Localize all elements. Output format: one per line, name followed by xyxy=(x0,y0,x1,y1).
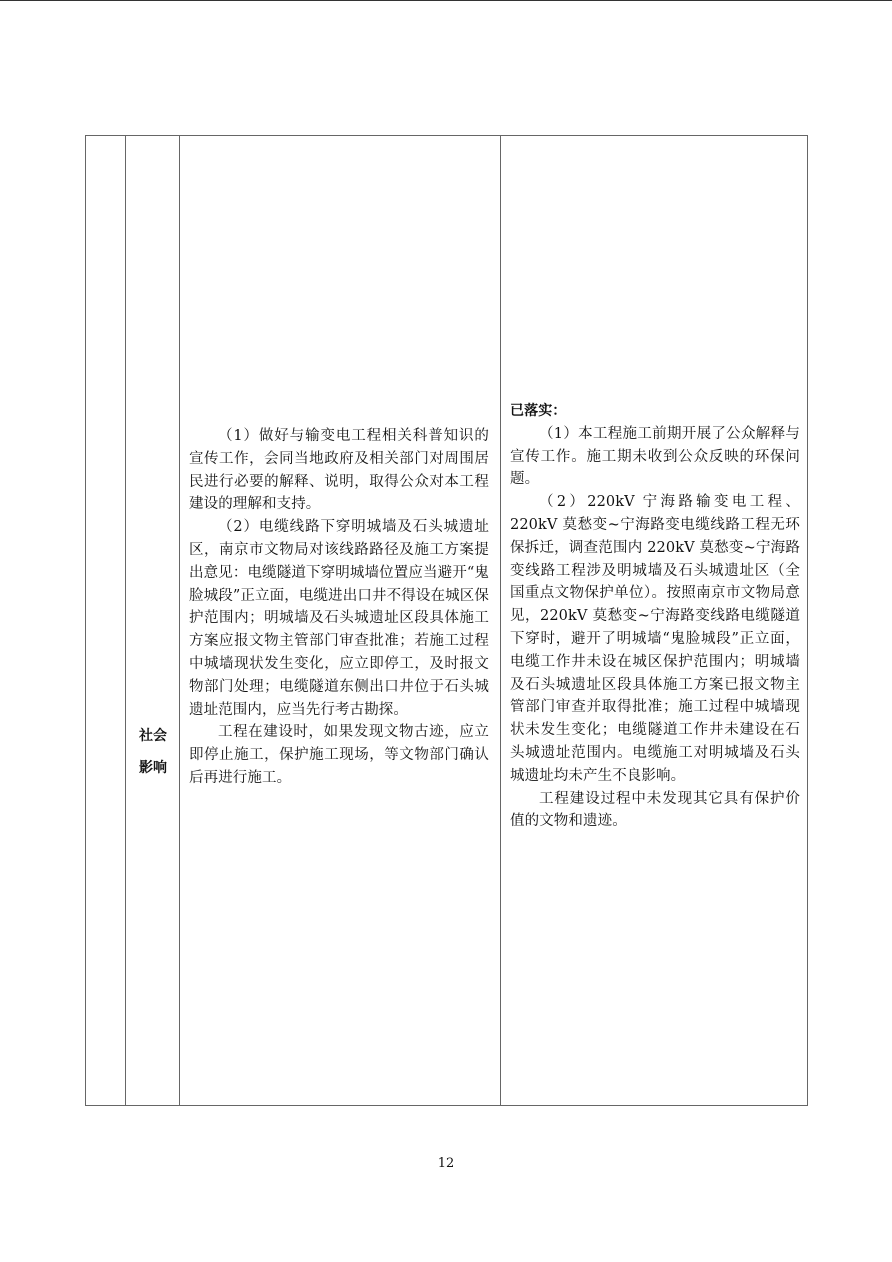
column-divider-2 xyxy=(179,136,180,1105)
category-label-line1: 社会 xyxy=(139,728,167,744)
status-paragraph-2: （2）220kV 宁海路输变电工程、220kV 莫愁变~宁海路变电缆线路工程无环保拆迁，调查范围内 220kV 莫愁变~宁海路变线路工程涉及明城墙及石头城遗址区（全国重点文物保护单位）。按照南京市文物局意见，220kV 莫愁变~宁海路变线路电缆隧道下穿时，避开了明城墙“鬼脸城段”正立面，电缆工作井未设在城区保护范围内；明城墙及石头城遗址区段具体施工方案已报文物主管部门审查并取得批准；施工过程中城墙现状未发生变化；电缆隧道工作井未建设在石头城遗址范围内。电缆施工对明城墙及石头城遗址均未产生不良影响。 xyxy=(510,494,800,784)
measures-paragraph-3: 工程在建设时，如果发现文物古迹，应立即停止施工，保护施工现场，等文物部门确认后再进行施工。 xyxy=(189,724,489,786)
column-divider-1 xyxy=(125,136,126,1105)
status-paragraph-1: （1）本工程施工前期开展了公众解释与宣传工作。施工期未收到公众反映的环保问题。 xyxy=(510,425,800,488)
status-title: 已落实： xyxy=(510,403,567,419)
column-divider-3 xyxy=(500,136,501,1105)
category-label-line2: 影响 xyxy=(139,760,167,776)
measures-paragraph-1: （1）做好与输变电工程相关科普知识的宣传工作，会同当地政府及相关部门对周围居民进行必要的解释、说明，取得公众对本工程建设的理解和支持。 xyxy=(189,428,489,513)
category-label-cell xyxy=(126,720,180,784)
measures-paragraph-2: （2）电缆线路下穿明城墙及石头城遗址区，南京市文物局对该线路路径及施工方案提出意见：电缆隧道下穿明城墙位置应当避开“鬼脸城段”正立面，电缆进出口井不得设在城区保护范围内；明城墙及石头城遗址区段具体施工方案应报文物主管部门审查批准；若施工过程中城墙现状发生变化，应立即停工，及时报文物部门处理；电缆隧道东侧出口井位于石头城遗址范围内，应当先行考古勘探。 xyxy=(189,519,489,718)
status-cell xyxy=(510,400,800,833)
page-top-border xyxy=(0,0,892,1)
page-number: 12 xyxy=(437,1156,455,1171)
report-table xyxy=(85,135,808,1106)
measures-cell xyxy=(189,425,489,790)
status-paragraph-3: 工程建设过程中未发现其它具有保护价值的文物和遗迹。 xyxy=(510,790,800,830)
